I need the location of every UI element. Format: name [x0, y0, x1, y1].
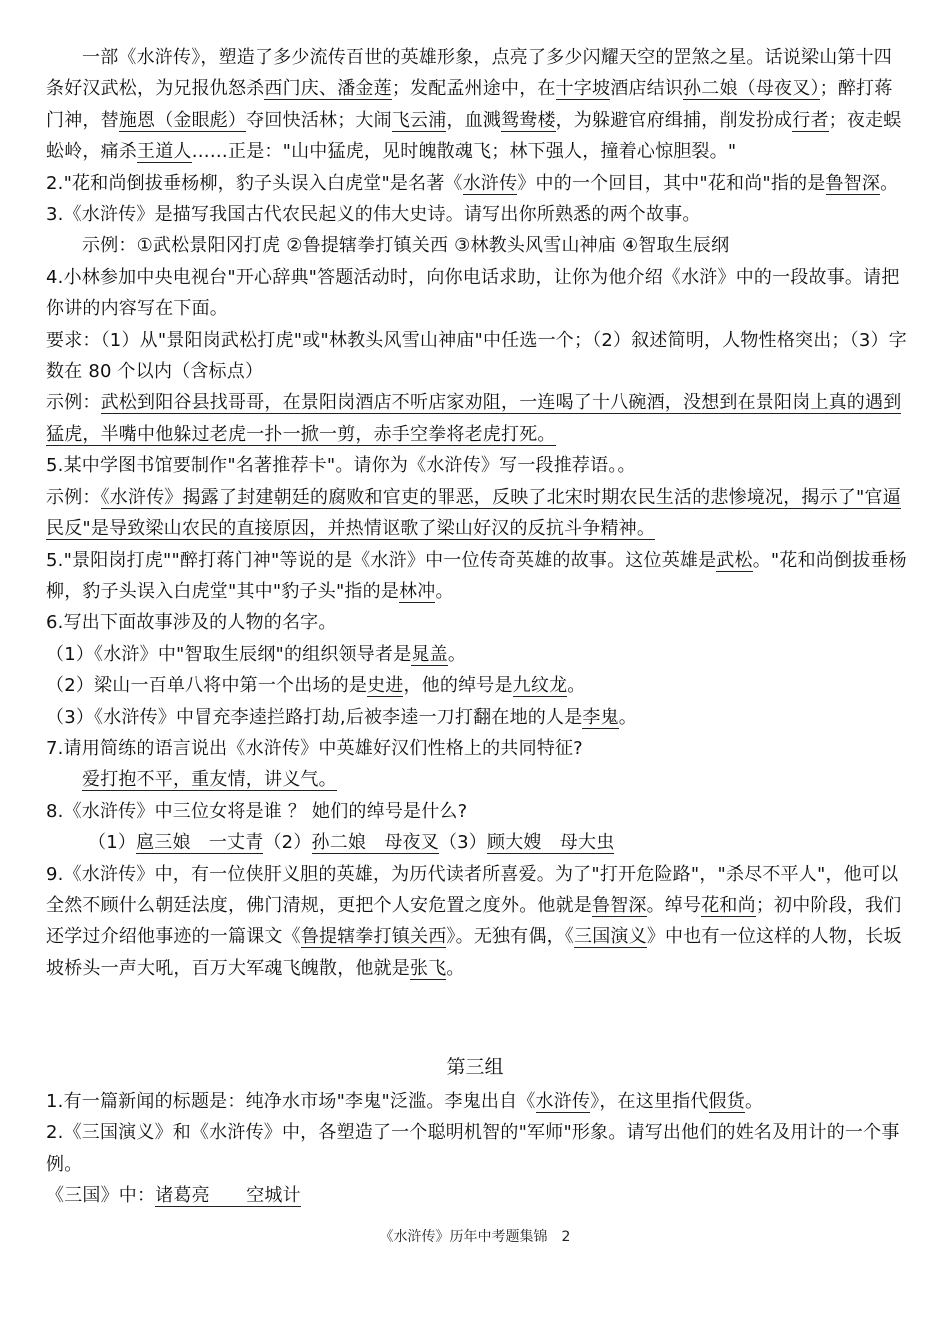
answer-blank: 顾大嫂 母大虫	[487, 832, 615, 854]
answer-blank: 水浒传	[462, 172, 518, 194]
question-5b	[46, 545, 908, 608]
text: 。	[435, 580, 454, 602]
text: 》。无独有偶，《	[446, 926, 575, 948]
question-8-answers	[46, 827, 908, 858]
text: 1.有一篇新闻的标题是：纯净水市场"李鬼"泛滥。李鬼出自《	[46, 1091, 536, 1112]
question-5a: 5.某中学图书馆要制作"名著推荐卡"。请你为《水浒传》写一段推荐语。。	[46, 455, 636, 477]
section-3-content	[46, 1086, 908, 1212]
text: 5."景阳岗打虎""醉打蒋门神"等说的是《水浒》中一位传奇英雄的故事。这位英雄是	[46, 549, 717, 571]
answer-blank: 爱打抱不平，重友情，讲义气。	[82, 769, 337, 791]
question-4-example	[46, 387, 908, 450]
answer-blank: 鲁智深	[825, 172, 881, 194]
example-label: 示例：	[46, 392, 101, 414]
text: 。	[744, 1091, 764, 1112]
page-number: 2	[561, 1229, 571, 1245]
answer-blank: 扈三娘 一丈青	[136, 832, 264, 854]
text: 。	[446, 957, 465, 979]
example-label: 示例：	[46, 486, 101, 508]
text: 夺回快活林；大闹	[246, 109, 392, 131]
text: 。"花和尚倒拔垂杨柳，豹子头误入白虎堂"其中"豹子头"指的是	[46, 549, 907, 602]
answer-blank: 孙二娘 母夜叉	[311, 832, 439, 854]
text: 》，在这里指代	[590, 1091, 709, 1112]
section-3-question-1	[46, 1086, 908, 1117]
answer-blank: 《水浒传》揭露了封建朝廷的腐败和官吏的罪恶，反映了北宋时期农民生活的悲惨境况，揭示了"官逼民反"是导致梁山农民的直接原因，并热情讴歌了梁山好汉的反抗斗争精神。	[46, 486, 901, 540]
section-title: 第三组	[446, 1056, 504, 1078]
text: ；发配孟州途中，在	[391, 78, 556, 100]
answer-blank: 武松到阳谷县找哥哥，在景阳岗酒店不听店家劝阻，一连喝了十八碗酒，没想到在景阳岗上真的遇到猛虎，半嘴中他躲过老虎一扑一掀一剪，赤手空拳将老虎打死。	[46, 392, 902, 445]
footer-title: 《水浒传》历年中考题集锦	[379, 1229, 548, 1245]
text: （1）《水浒》中"智取生辰纲"的组织领导者是	[46, 643, 412, 665]
text: 一部《水浒传》，塑造了多少流传百世的英雄形象，点亮了多少闪耀天空的罡煞之星。话说梁山第十四条好汉武松，为兄报仇怒杀	[46, 47, 892, 100]
question-4-requirements: 要求：（1）从"景阳岗武松打虎"或"林教头风雪山神庙"中任选一个；（2）叙述简明，人物性格突出；（3）字数在 80 个以内（含标点）	[46, 329, 907, 383]
intro-paragraph	[46, 42, 908, 168]
question-5a-example	[46, 482, 908, 545]
answer-blank: 假货	[708, 1091, 745, 1112]
text: ，为躲避官府缉捕，削发扮成	[555, 109, 793, 131]
question-7-answer	[46, 764, 908, 795]
answer-blank: 鲁提辖拳打镇关西	[300, 926, 447, 948]
text: ；初中阶段，我们还学过介绍他事迹的一篇课文《	[46, 894, 902, 948]
answer-blank: 水浒传	[535, 1091, 591, 1112]
answer-blank: 鲁智深	[592, 894, 647, 916]
answer-blank: 西门庆、潘金莲	[264, 78, 392, 100]
answer-blank: 十字坡	[555, 78, 611, 100]
answer-blank: 史进	[367, 675, 404, 697]
answer-blank: 花和尚	[701, 894, 756, 916]
answer-blank: 诸葛亮 空城计	[155, 1185, 301, 1207]
question-3: 3.《水浒传》是描写我国古代农民起义的伟大史诗。请写出你所熟悉的两个故事。	[46, 204, 701, 226]
text: （1）	[88, 832, 137, 854]
question-4: 4.小林参加中央电视台"开心辞典"答题活动时，向你电话求助，让你为他介绍《水浒》中的一段故事。请把你讲的内容写在下面。	[46, 266, 900, 320]
text: （3）《水浒传》中冒充李逵拦路打劫,后被李逵一刀打翻在地的人是	[46, 706, 583, 728]
question-6-3	[46, 702, 908, 733]
answer-blank: 九纹龙	[512, 675, 568, 697]
text: 《三国》中：	[46, 1185, 156, 1207]
text: 。	[880, 172, 899, 194]
text: 。	[618, 706, 637, 728]
answer-blank: 施恩（金眼彪）	[118, 109, 247, 131]
text: ；醉打蒋门神，替	[46, 78, 893, 131]
text: 9.《水浒传》中，有一位侠肝义胆的英雄，为历代读者所喜爱。为了"打开危险路"，"杀尽不平人"，他可以全然不顾什么朝廷法度，佛门清规，更把个人安危置之度外。他就是	[46, 863, 899, 916]
question-9	[46, 859, 908, 985]
text: 》中也有一位这样的人物，长坂坡桥头一声大吼，百万大军魂飞魄散，他就是	[46, 926, 902, 979]
answer-blank: 李鬼	[582, 706, 619, 728]
text: 。绰号	[646, 894, 702, 916]
question-7: 7.请用简练的语言说出《水浒传》中英雄好汉们性格上的共同特征?	[46, 737, 583, 759]
answer-blank: 王道人	[137, 141, 192, 163]
text: 。	[567, 675, 586, 697]
answer-blank: 晁盖	[411, 643, 448, 665]
text: ……正是："山中猛虎，见时魄散魂飞；林下强人，撞着心惊胆裂。"	[191, 141, 737, 163]
question-2	[46, 168, 908, 199]
question-6-1	[46, 639, 908, 670]
answer-blank: 张飞	[410, 957, 447, 979]
text: ，他的绰号是	[403, 675, 513, 697]
question-6-2	[46, 670, 908, 701]
text: 酒店结识	[610, 78, 684, 100]
answer-blank: 飞云浦	[391, 109, 447, 131]
question-8: 8.《水浒传》中三位女将是谁 ？ 她们的绰号是什么?	[46, 800, 468, 822]
text: 》中的一个回目，其中"花和尚"指的是	[517, 172, 826, 194]
text: ；夜走蜈蚣岭，痛杀	[46, 109, 902, 163]
section-3-question-2: 2.《三国演义》和《水浒传》中，各塑造了一个聪明机智的"军师"形象。请写出他们的姓名及用计的一个事例。	[46, 1122, 900, 1175]
text: 2."花和尚倒拔垂杨柳，豹子头误入白虎堂"是名著《	[46, 172, 463, 194]
section-3-question-2-answer	[46, 1180, 908, 1211]
text: （3）	[438, 832, 487, 854]
text: ，血溅	[446, 109, 502, 131]
answer-blank: 行者	[792, 109, 829, 131]
answer-blank: 孙二娘（母夜叉）	[683, 78, 820, 100]
answer-blank: 鸳鸯楼	[501, 109, 556, 131]
answer-blank: 三国演义	[574, 926, 647, 948]
question-3-example: 示例：①武松景阳冈打虎 ②鲁提辖拳打镇关西 ③林教头风雪山神庙 ④智取生辰纲	[82, 235, 730, 257]
text: 。	[447, 643, 467, 665]
answer-blank: 武松	[716, 549, 753, 571]
text: （2）	[263, 832, 312, 854]
main-content	[46, 42, 908, 984]
answer-blank: 林冲	[399, 580, 436, 602]
question-6: 6.写出下面故事涉及的人物的名字。	[46, 612, 337, 634]
text: （2）梁山一百单八将中第一个出场的是	[46, 675, 368, 697]
page-footer	[0, 1226, 950, 1246]
